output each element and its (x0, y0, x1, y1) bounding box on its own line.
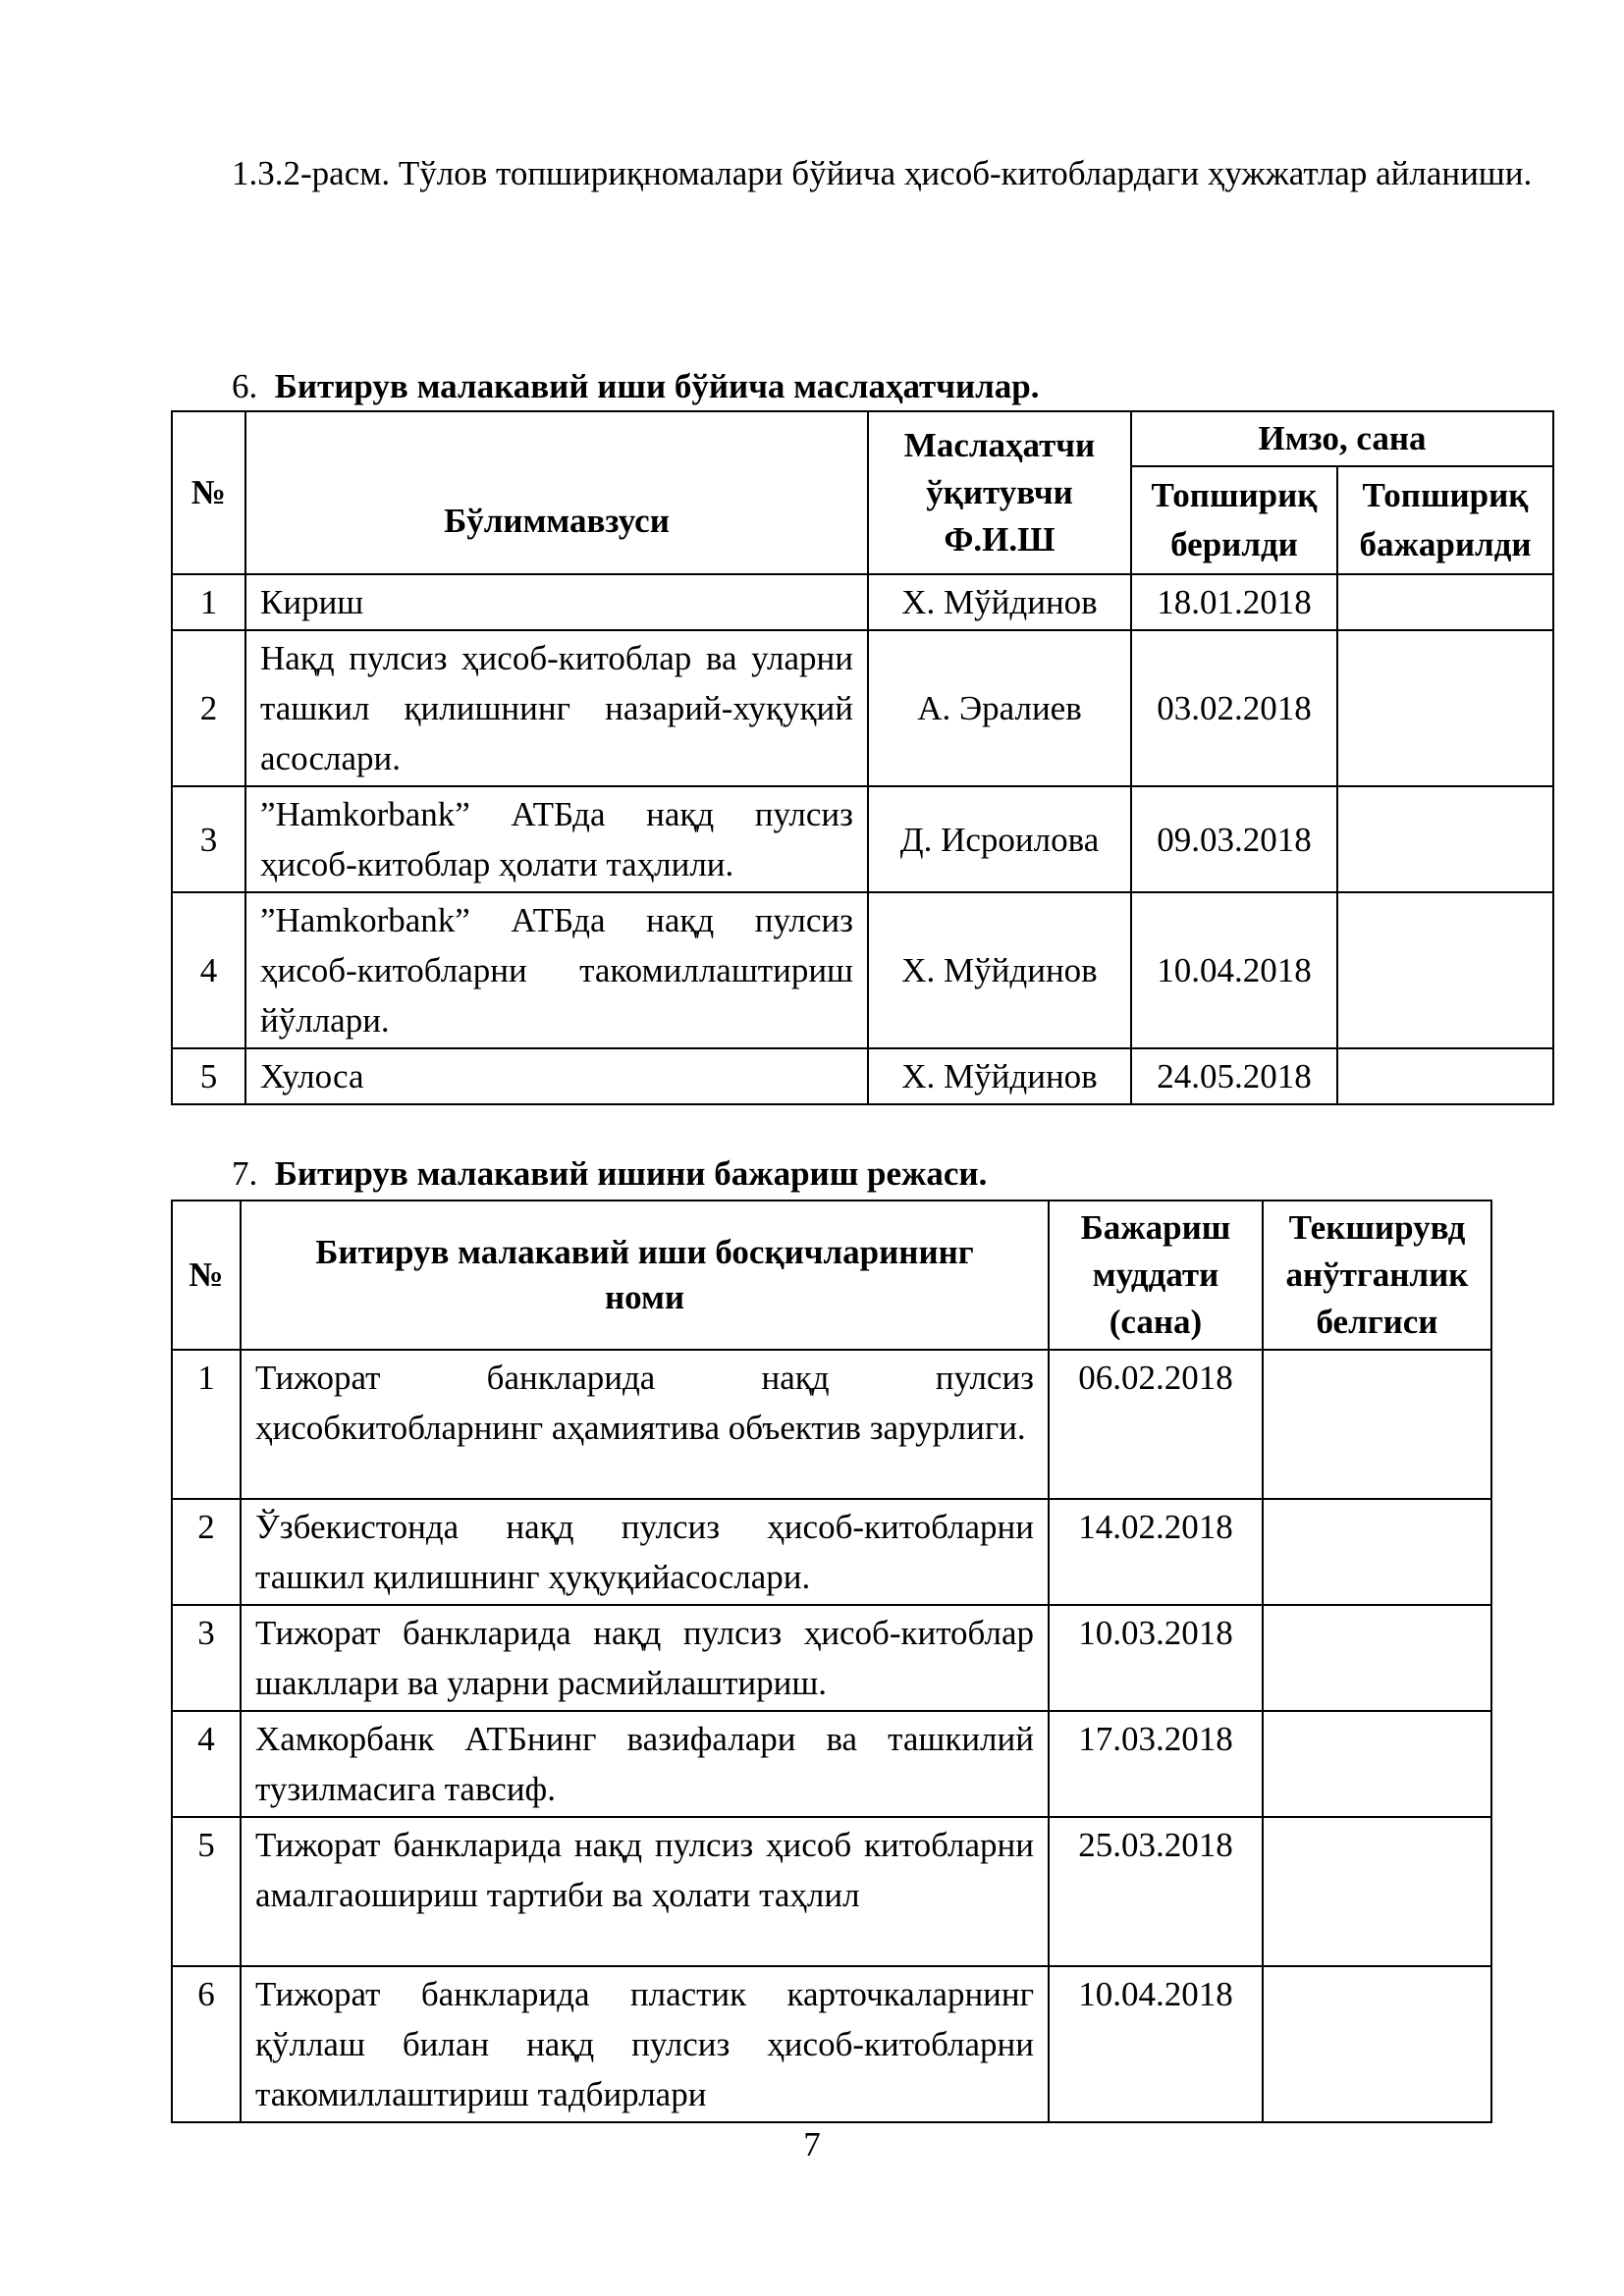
header-section-topic: Бўлиммавзуси (245, 411, 868, 574)
section-6-heading: Битирув малакавий иши бўйича маслаҳатчилар. (274, 367, 1040, 405)
row-topic: Кириш (245, 574, 868, 630)
plan-row-check (1263, 1350, 1491, 1499)
work-plan-table (171, 1200, 1492, 2123)
plan-header-deadline-line2: муддати (1092, 1255, 1219, 1294)
advisors-table (171, 410, 1554, 1105)
header-task-done (1337, 466, 1553, 574)
plan-header-deadline-line3: (сана) (1109, 1303, 1203, 1341)
row-num: 2 (172, 630, 245, 786)
table-row (172, 574, 1553, 630)
row-date: 10.04.2018 (1131, 892, 1337, 1048)
header-task-given-line1: Топшириқ (1151, 476, 1318, 514)
row-date: 03.02.2018 (1131, 630, 1337, 786)
plan-row-num: 1 (172, 1350, 241, 1499)
table-row (172, 892, 1553, 1048)
table-row (172, 1966, 1491, 2122)
plan-row-num: 3 (172, 1605, 241, 1711)
table-row (172, 1711, 1491, 1817)
row-topic: Нақд пулсиз ҳисоб-китоблар ва уларни ташкил қилишнинг назарий-хуқуқий асослари. (245, 630, 868, 786)
plan-row-check (1263, 1499, 1491, 1605)
plan-header-stage (241, 1201, 1049, 1350)
header-num: № (172, 411, 245, 574)
plan-row-stage: Тижорат банкларида нақд пулсиз ҳисоб китобларни амалгаошириш тартиби ва ҳолати таҳлил (241, 1817, 1049, 1966)
plan-row-stage: Ўзбекистонда нақд пулсиз ҳисоб-китобларни ташкил қилишнинг ҳуқуқийасослари. (241, 1499, 1049, 1605)
section-6-title (232, 365, 1040, 408)
section-7-heading: Битирув малакавий ишини бажариш режаси. (274, 1154, 988, 1193)
plan-header-stage-line1: Битирув малакавий иши босқичларининг (315, 1233, 974, 1271)
plan-header-deadline (1049, 1201, 1263, 1350)
row-topic: ”Hamkorbank” АТБда нақд пулсиз ҳисоб-китоблар ҳолати таҳлили. (245, 786, 868, 892)
table-row (172, 1817, 1491, 1966)
plan-row-stage: Тижорат банкларида нақд пулсиз ҳисоб-китоблар шакллари ва уларни расмийлаштириш. (241, 1605, 1049, 1711)
row-topic: Хулоса (245, 1048, 868, 1104)
header-task-done-line1: Топшириқ (1362, 476, 1529, 514)
plan-row-date: 14.02.2018 (1049, 1499, 1263, 1605)
table-row (172, 786, 1553, 892)
row-advisor: Х. Мўйдинов (868, 574, 1131, 630)
plan-row-date: 25.03.2018 (1049, 1817, 1263, 1966)
plan-row-num: 4 (172, 1711, 241, 1817)
row-done (1337, 892, 1553, 1048)
row-done (1337, 630, 1553, 786)
plan-row-num: 5 (172, 1817, 241, 1966)
header-task-done-line2: бажарилди (1359, 525, 1532, 563)
row-num: 3 (172, 786, 245, 892)
header-advisor-line2: ўқитувчи (926, 473, 1073, 511)
row-topic: ”Hamkorbank” АТБда нақд пулсиз ҳисоб-китобларни такомиллаштириш йўллари. (245, 892, 868, 1048)
section-7-number: 7. (232, 1154, 258, 1193)
plan-row-num: 6 (172, 1966, 241, 2122)
row-done (1337, 574, 1553, 630)
plan-row-stage: Хамкорбанк АТБнинг вазифалари ва ташкилий тузилмасига тавсиф. (241, 1711, 1049, 1817)
plan-row-check (1263, 1966, 1491, 2122)
table-row (172, 1048, 1553, 1104)
page-number: 7 (803, 2125, 821, 2163)
row-num: 1 (172, 574, 245, 630)
plan-header-stage-line2: номи (604, 1278, 684, 1316)
plan-row-stage: Тижорат банкларида пластик карточкаларнинг қўллаш билан нақд пулсиз ҳисоб-китобларни такомиллаштириш тадбирлари (241, 1966, 1049, 2122)
plan-row-stage: Тижорат банкларида нақд пулсиз ҳисобкитобларнинг аҳамиятива объектив зарурлиги. (241, 1350, 1049, 1499)
plan-row-date: 06.02.2018 (1049, 1350, 1263, 1499)
row-date: 18.01.2018 (1131, 574, 1337, 630)
row-advisor: А. Эралиев (868, 630, 1131, 786)
plan-header-check-line3: белгиси (1316, 1303, 1438, 1341)
plan-row-date: 10.03.2018 (1049, 1605, 1263, 1711)
row-date: 09.03.2018 (1131, 786, 1337, 892)
header-task-given-line2: берилди (1170, 525, 1298, 563)
row-advisor: Х. Мўйдинов (868, 892, 1131, 1048)
plan-row-num: 2 (172, 1499, 241, 1605)
header-signature: Имзо, сана (1131, 411, 1553, 466)
section-7-title (232, 1152, 987, 1196)
plan-row-check (1263, 1817, 1491, 1966)
plan-row-date: 10.04.2018 (1049, 1966, 1263, 2122)
plan-row-date: 17.03.2018 (1049, 1711, 1263, 1817)
row-num: 5 (172, 1048, 245, 1104)
header-task-given (1131, 466, 1337, 574)
section-6-number: 6. (232, 367, 258, 405)
plan-header-check (1263, 1201, 1491, 1350)
plan-header-check-line1: Текширувд (1288, 1208, 1466, 1247)
row-num: 4 (172, 892, 245, 1048)
figure-caption: 1.3.2-расм. Тўлов топшириқномалари бўйича ҳисоб-китоблардаги ҳужжатлар айланиши. (232, 154, 1533, 192)
row-advisor: Д. Исроилова (868, 786, 1131, 892)
row-done (1337, 1048, 1553, 1104)
table-row (172, 1350, 1491, 1499)
header-advisor-line1: Маслаҳатчи (903, 426, 1096, 464)
header-advisor-line3: Ф.И.Ш (944, 520, 1056, 559)
plan-header-num: № (172, 1201, 241, 1350)
row-done (1337, 786, 1553, 892)
plan-row-check (1263, 1605, 1491, 1711)
table-row (172, 1605, 1491, 1711)
header-advisor (868, 411, 1131, 574)
row-advisor: Х. Мўйдинов (868, 1048, 1131, 1104)
plan-row-check (1263, 1711, 1491, 1817)
row-date: 24.05.2018 (1131, 1048, 1337, 1104)
table-row (172, 1499, 1491, 1605)
table-row (172, 630, 1553, 786)
plan-header-check-line2: анўтганлик (1285, 1255, 1469, 1294)
plan-header-deadline-line1: Бажариш (1080, 1208, 1231, 1247)
